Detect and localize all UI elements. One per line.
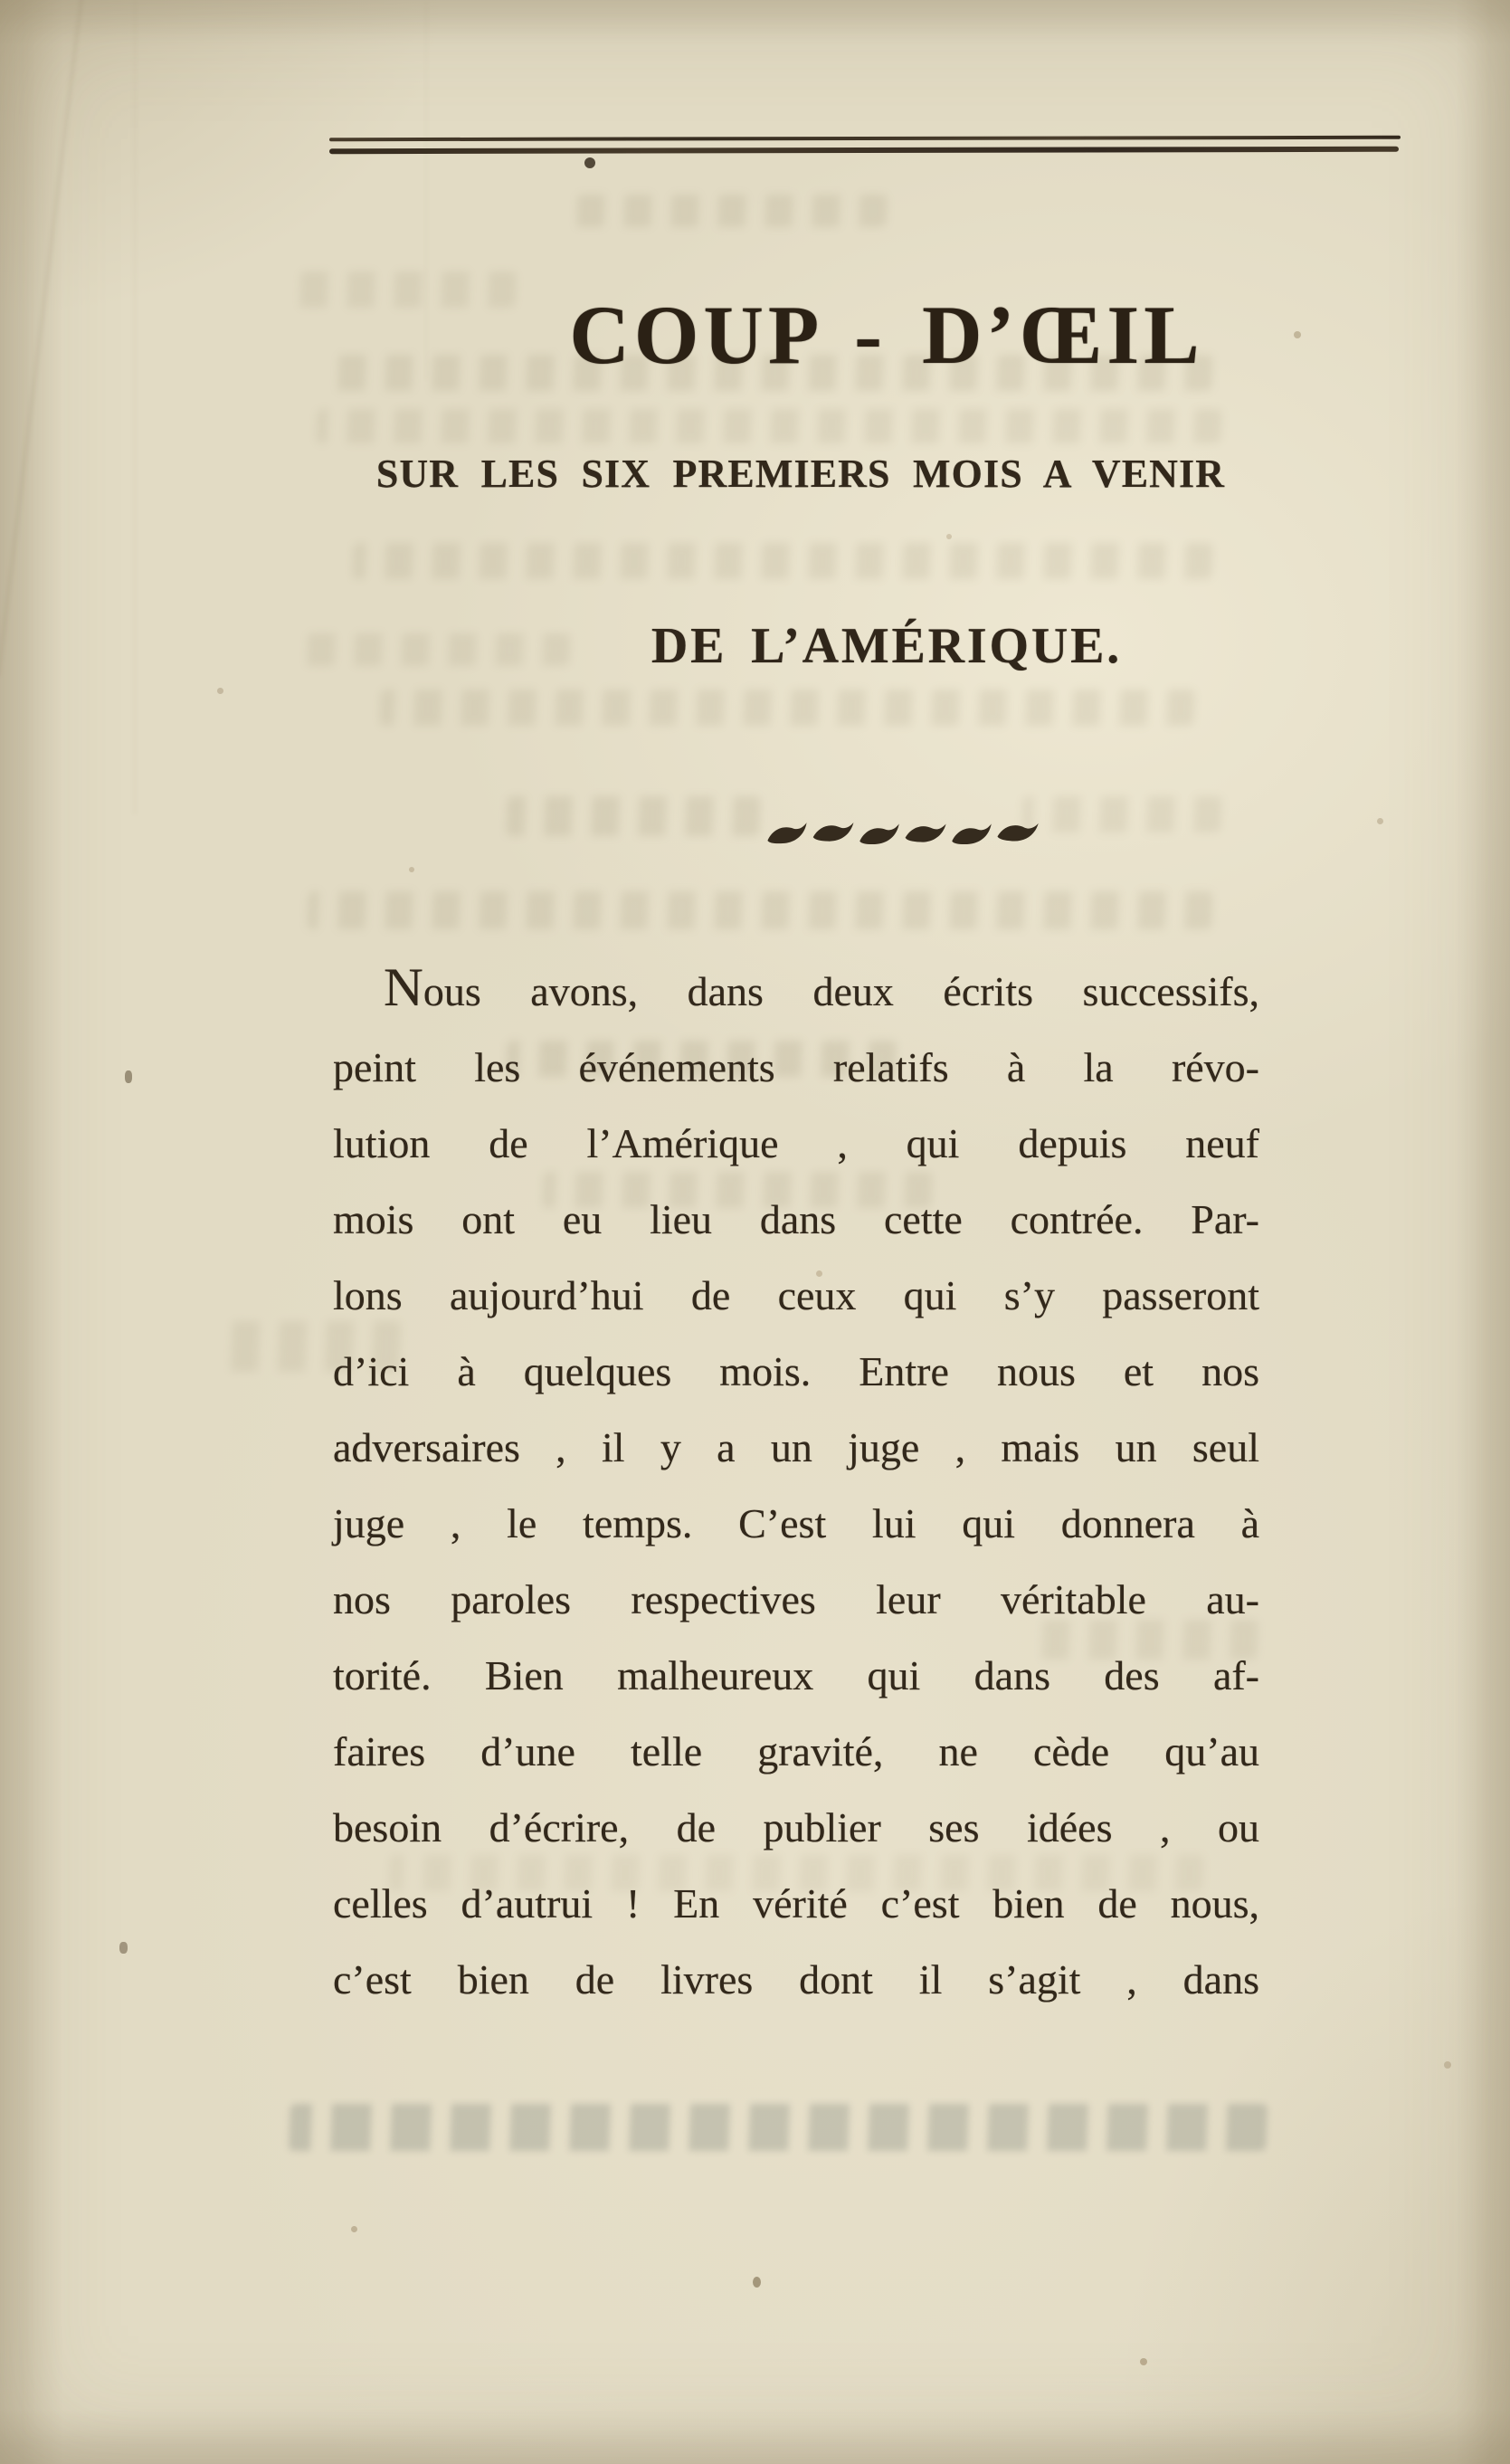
body-line: faires d’une telle gravité, ne cède qu’au — [333, 1728, 1259, 1774]
body-line: mois ont eu lieu dans cette contrée. Par- — [333, 1196, 1259, 1242]
body-paragraph — [333, 954, 1259, 2018]
body-line: d’ici à quelques mois. Entre nous et nos — [333, 1348, 1259, 1394]
show-through-band — [352, 543, 1212, 579]
body-line: lons aujourd’hui de ceux qui s’y passeront — [333, 1272, 1259, 1318]
ink-blob — [584, 157, 595, 168]
show-through-band — [560, 195, 887, 227]
foxing-spot — [1377, 818, 1383, 824]
foxing-spot — [753, 2277, 761, 2288]
foxing-spot — [1294, 331, 1301, 338]
page-subtitle-secondary: DE L’AMÉRIQUE. — [651, 618, 1123, 674]
body-line: besoin d’écrire, de publier ses idées , ou — [333, 1804, 1259, 1850]
paper-crease — [425, 0, 427, 380]
foxing-spot — [125, 1070, 132, 1083]
show-through-band — [1021, 796, 1221, 832]
body-line — [333, 954, 1259, 1030]
foxing-spot — [1444, 2061, 1451, 2069]
show-through-band — [506, 796, 761, 836]
body-line-text: ous avons, dans deux écrits successifs, — [423, 968, 1259, 1014]
head-rule-bottom — [329, 147, 1399, 154]
show-through-band — [298, 633, 570, 666]
body-line: celles d’autrui ! En vérité c’est bien de nous, — [333, 1880, 1259, 1926]
show-through-band — [307, 891, 1212, 929]
foxing-spot — [1140, 2358, 1147, 2365]
foxing-spot — [351, 2226, 357, 2232]
body-line: torité. Bien malheureux qui dans des af- — [333, 1652, 1259, 1698]
body-line: peint les événements relatifs à la révo- — [333, 1044, 1259, 1090]
body-line: c’est bien de livres dont il s’agit , dans — [333, 1956, 1259, 2003]
paper-crease — [134, 0, 136, 814]
body-line: adversaires , il y a un juge , mais un seul — [333, 1424, 1259, 1470]
show-through-band — [379, 690, 1194, 726]
foxing-spot — [217, 688, 223, 694]
page-title: COUP - D’ŒIL — [569, 288, 1204, 381]
body-line: lution de l’Amérique , qui depuis neuf — [333, 1120, 1259, 1166]
paper-crease — [0, 0, 86, 676]
body-line: nos paroles respectives leur véritable au- — [333, 1576, 1259, 1622]
page-subtitle: SUR LES SIX PREMIERS MOIS A VENIR — [375, 452, 1226, 496]
show-through-band — [316, 409, 1221, 443]
head-rule-top — [329, 136, 1401, 141]
body-line: juge , le temps. C’est lui qui donnera à — [333, 1500, 1259, 1546]
fleuron-row-icon — [765, 813, 1042, 856]
drop-initial: N — [384, 957, 423, 1018]
foxing-spot — [119, 1942, 128, 1954]
show-through-band — [289, 2104, 1268, 2151]
foxing-spot — [409, 867, 414, 872]
show-through-band — [298, 271, 516, 308]
foxing-spot — [946, 534, 952, 539]
